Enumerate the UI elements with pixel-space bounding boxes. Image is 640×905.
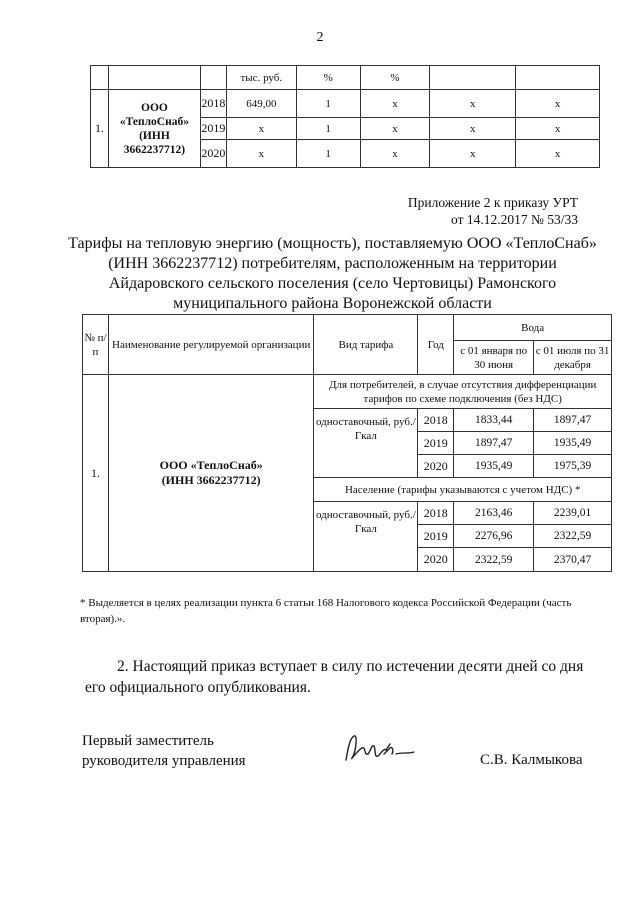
value-cell: х bbox=[226, 118, 296, 140]
value-cell: х bbox=[360, 90, 430, 118]
org-line: ООО bbox=[141, 101, 168, 114]
value-cell: х bbox=[516, 90, 600, 118]
signatory-title-line: Первый заместитель bbox=[82, 733, 214, 749]
value-cell: х bbox=[516, 118, 600, 140]
unit-cell: % bbox=[296, 66, 360, 90]
year-cell: 2019 bbox=[418, 432, 454, 455]
year-cell: 2020 bbox=[200, 140, 226, 168]
table-row bbox=[91, 90, 600, 118]
value-cell: х bbox=[430, 118, 516, 140]
tariff-type: одноставочный, руб./Гкал bbox=[314, 409, 418, 478]
value-cell: 1 bbox=[296, 118, 360, 140]
unit-cell: тыс. руб. bbox=[226, 66, 296, 90]
value-cell: х bbox=[226, 140, 296, 168]
value-cell: х bbox=[430, 140, 516, 168]
value-cell: 2322,59 bbox=[534, 525, 612, 548]
unit-cell: % bbox=[360, 66, 430, 90]
value-cell: 2276,96 bbox=[454, 525, 534, 548]
signatory-title-line: руководителя управления bbox=[82, 753, 246, 769]
header-row bbox=[83, 315, 612, 341]
handwritten-signature bbox=[340, 730, 420, 770]
org-line: ООО «ТеплоСнаб» bbox=[159, 458, 263, 472]
value-cell: 1975,39 bbox=[534, 455, 612, 478]
appendix-line: Приложение 2 к приказу УРТ bbox=[407, 195, 578, 210]
header-org: Наименование регулируемой организации bbox=[108, 315, 314, 375]
year-cell: 2019 bbox=[418, 525, 454, 548]
signatory-name: С.В. Калмыкова bbox=[480, 752, 583, 768]
value-cell: 1833,44 bbox=[454, 409, 534, 432]
year-cell: 2018 bbox=[418, 502, 454, 525]
value-cell: х bbox=[360, 140, 430, 168]
units-row bbox=[91, 66, 600, 90]
year-cell: 2018 bbox=[200, 90, 226, 118]
header-period-1: с 01 января по 30 июня bbox=[454, 341, 534, 375]
page-number: 2 bbox=[316, 30, 324, 45]
year-cell: 2018 bbox=[418, 409, 454, 432]
value-cell: х bbox=[516, 140, 600, 168]
top-table bbox=[90, 65, 600, 168]
year-cell: 2020 bbox=[418, 548, 454, 572]
row-number: 1. bbox=[91, 90, 109, 168]
header-water: Вода bbox=[454, 315, 612, 341]
appendix-reference bbox=[408, 194, 578, 228]
value-cell: 1935,49 bbox=[454, 455, 534, 478]
value-cell: 2370,47 bbox=[534, 548, 612, 572]
org-name-cell bbox=[108, 375, 314, 572]
signatory-title bbox=[82, 731, 246, 771]
org-line: (ИНН 3662237712) bbox=[161, 473, 261, 487]
row-number: 1. bbox=[83, 375, 109, 572]
header-year: Год bbox=[418, 315, 454, 375]
org-line: «ТеплоСнаб» bbox=[119, 115, 189, 128]
section-row bbox=[83, 375, 612, 409]
header-type: Вид тарифа bbox=[314, 315, 418, 375]
header-num: № п/п bbox=[83, 315, 109, 375]
appendix-line: от 14.12.2017 № 53/33 bbox=[451, 212, 578, 227]
tariff-table bbox=[82, 314, 612, 572]
value-cell: 1 bbox=[296, 140, 360, 168]
section-title: Для потребителей, в случае отсутствия дифференциации тарифов по схеме подключения (без НДС) bbox=[314, 375, 612, 409]
footnote: * Выделяется в целях реализации пункта 6 статьи 168 Налогового кодекса Российской Федерации (часть вторая).». bbox=[80, 597, 572, 625]
section-title: Население (тарифы указываются с учетом НДС) * bbox=[314, 478, 612, 502]
tariff-type: одноставочный, руб./Гкал bbox=[314, 502, 418, 572]
value-cell: 2163,46 bbox=[454, 502, 534, 525]
value-cell: 1897,47 bbox=[534, 409, 612, 432]
value-cell: 2239,01 bbox=[534, 502, 612, 525]
org-name-cell bbox=[108, 90, 200, 168]
year-cell: 2019 bbox=[200, 118, 226, 140]
value-cell: 1935,49 bbox=[534, 432, 612, 455]
value-cell: 1897,47 bbox=[454, 432, 534, 455]
value-cell: 2322,59 bbox=[454, 548, 534, 572]
tariff-heading: Тарифы на тепловую энергию (мощность), поставляемую ООО «ТеплоСнаб» (ИНН 3662237712) потребителям, расположенным на территории Айдаровского сельского поселения (село Чертовицы) Рамонского муниципального района Воронежской области bbox=[68, 235, 597, 312]
clause-2: 2. Настоящий приказ вступает в силу по истечении десяти дней со дня его официального опубликования. bbox=[85, 658, 584, 696]
org-line: (ИНН bbox=[139, 129, 170, 142]
value-cell: 1 bbox=[296, 90, 360, 118]
header-period-2: с 01 июля по 31 декабря bbox=[534, 341, 612, 375]
value-cell: 649,00 bbox=[226, 90, 296, 118]
value-cell: х bbox=[360, 118, 430, 140]
value-cell: х bbox=[430, 90, 516, 118]
org-line: 3662237712) bbox=[123, 143, 186, 156]
year-cell: 2020 bbox=[418, 455, 454, 478]
